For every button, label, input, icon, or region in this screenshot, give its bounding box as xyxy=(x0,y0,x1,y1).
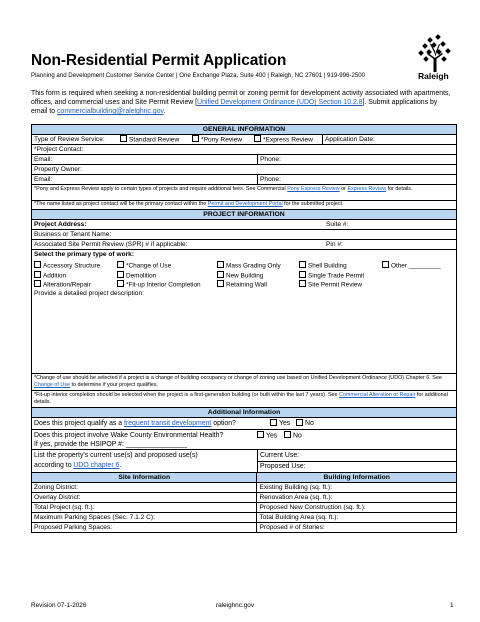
page-subtitle: Planning and Development Customer Service Center | One Exchange Plaza, Suite 400 | Raleigh, NC 27601 | 919-996-2500 xyxy=(31,72,366,79)
new-building-option[interactable] xyxy=(217,271,263,281)
env-yes-option[interactable] xyxy=(255,430,277,449)
note-3-end: to determine if your project qualifies. xyxy=(69,381,159,388)
logo-text: Raleigh xyxy=(418,71,449,81)
uses-label-end: . xyxy=(119,462,122,469)
work-type-options xyxy=(34,261,454,290)
note-2-text: *The name listed as project contact will be the primary contact within the xyxy=(34,201,208,207)
total-building-area-field[interactable]: Total Building Area (sq. ft.): xyxy=(257,513,456,523)
environmental-question xyxy=(32,430,223,449)
addition-option[interactable] xyxy=(34,271,66,281)
contact-email-field[interactable]: Email: xyxy=(34,156,53,163)
express-review-option[interactable] xyxy=(252,135,313,144)
change-of-use-note xyxy=(32,374,456,391)
shell-building-label: Shell Building xyxy=(308,262,347,270)
other-checkbox[interactable] xyxy=(382,261,389,268)
intro-text-1: This form is required when seeking a non-residential building permit or zoning permit for development activity associated with apartments, offices, and commercial uses and Site Permit Review [ xyxy=(31,90,451,106)
accessory-structure-label: Accessory Structure xyxy=(43,262,101,270)
env-no-label: No xyxy=(293,432,302,440)
standard-review-label: Standard Review xyxy=(129,136,180,144)
max-parking-field[interactable]: Maximum Parking Spaces (Sec. 7.1.2 C): xyxy=(32,513,256,523)
business-name-label: Business or Tenant Name: xyxy=(34,231,112,238)
mass-grading-label: Mass Grading Only xyxy=(226,262,281,270)
express-review-link[interactable]: Express Review xyxy=(347,186,387,192)
uses-label xyxy=(32,450,257,472)
contact-note xyxy=(32,201,456,210)
fit-up-note xyxy=(32,391,456,408)
note-3-text: *Change of use should be selected if a project is a change of building occupancy or change of zoning use based on Unified Development Ordinance (UDO) Chapter 6. See xyxy=(34,375,442,381)
express-review-label: *Express Review xyxy=(263,136,313,144)
alteration-repair-link[interactable]: Commercial Alteration or Repair xyxy=(339,392,416,398)
new-building-label: New Building xyxy=(226,272,264,279)
building-info-table xyxy=(257,473,456,532)
env-no-option[interactable] xyxy=(282,430,302,449)
udo-chapter-6-link[interactable]: UDO chapter 6 xyxy=(73,462,120,469)
other-option[interactable] xyxy=(382,261,441,271)
work-type-block xyxy=(32,250,456,289)
uses-label-line-1: List the property's current use(s) and proposed use(s) xyxy=(34,452,198,459)
frequent-transit-link[interactable]: frequent transit development xyxy=(124,420,212,427)
transit-yes-checkbox[interactable] xyxy=(270,419,277,426)
mass-grading-checkbox[interactable] xyxy=(217,261,224,268)
project-address-row xyxy=(32,220,456,230)
fit-up-label: *Fit-up Interior Completion xyxy=(126,281,201,289)
mass-grading-option[interactable] xyxy=(217,261,281,271)
accessory-structure-option[interactable] xyxy=(34,261,100,271)
owner-email-row xyxy=(32,175,456,185)
revision-date: Revision 07-1-2026 xyxy=(31,602,87,609)
contact-phone-field[interactable]: Phone: xyxy=(257,155,456,164)
demolition-label: Demolition xyxy=(126,272,157,279)
email-link[interactable]: commercialbuilding@raleighnc.gov xyxy=(57,108,164,115)
single-trade-label: Single Trade Permit xyxy=(308,272,365,279)
note-4-text: *Fit-up interior completion should be selected when the project is a first-generation building (or built within the last 7 years). See xyxy=(34,392,340,398)
additional-info-heading: Additional Information xyxy=(32,408,456,418)
owner-email-field[interactable]: Email: xyxy=(34,176,53,183)
demolition-option[interactable] xyxy=(117,271,156,281)
note-1-or: or xyxy=(339,186,348,192)
spr-field[interactable]: Associated Site Permit Review (SPR) # if applicable: xyxy=(34,241,188,248)
property-owner-label: Property Owner: xyxy=(34,166,83,173)
alteration-checkbox[interactable] xyxy=(34,280,41,287)
building-info-heading: Building Information xyxy=(257,473,456,483)
proposed-parking-field[interactable]: Proposed Parking Spaces: xyxy=(34,524,113,531)
project-address-field[interactable]: Project Address: xyxy=(34,221,87,228)
transit-question xyxy=(32,418,236,429)
env-no-checkbox[interactable] xyxy=(284,431,291,438)
environmental-question-row xyxy=(32,430,456,450)
new-building-checkbox[interactable] xyxy=(217,271,224,278)
site-info-heading: Site Information xyxy=(32,473,256,483)
q2-text: Does this project involve Wake County Environmental Health? xyxy=(34,432,224,439)
project-description-label: Provide a detailed project description: xyxy=(34,290,144,297)
fit-up-checkbox[interactable] xyxy=(117,280,124,287)
change-of-use-checkbox[interactable] xyxy=(117,261,124,268)
service-label: Type of Review Service: xyxy=(34,136,105,143)
addition-checkbox[interactable] xyxy=(34,271,41,278)
transit-question-row xyxy=(32,418,456,430)
intro-text-3: . xyxy=(163,108,166,115)
transit-yes-label: Yes xyxy=(279,420,291,427)
application-date-field[interactable]: Application Date: xyxy=(322,135,456,144)
other-label: Other _________ xyxy=(391,262,441,270)
new-construction-field[interactable]: Proposed New Construction (sq. ft.): xyxy=(257,503,456,513)
q1-text: Does this project qualify as a xyxy=(34,420,125,427)
shell-building-checkbox[interactable] xyxy=(299,261,306,268)
note-1-text: *Pony and Express Review apply to certain types of projects and require additional fees. See Commercial xyxy=(34,186,288,192)
proposed-use-field[interactable]: Proposed Use: xyxy=(260,463,306,470)
pony-review-option[interactable] xyxy=(190,135,242,144)
pony-express-link[interactable]: Pony Express Review xyxy=(287,186,340,192)
addition-label: Addition xyxy=(43,272,67,279)
general-info-heading: GENERAL INFORMATION xyxy=(32,125,456,135)
change-of-use-link[interactable]: Change of Use xyxy=(34,381,70,388)
uses-fields xyxy=(257,450,456,472)
accessory-structure-checkbox[interactable] xyxy=(34,261,41,268)
intro-text-2: ]. Submit applications by email to xyxy=(31,99,438,115)
retaining-wall-checkbox[interactable] xyxy=(217,280,224,287)
hsipop-field[interactable]: If yes, provide the HSIPOP #: ________________ xyxy=(34,441,188,448)
footer-website: raleighnc.gov xyxy=(216,602,255,609)
total-project-field[interactable]: Total Project (sq. ft.): xyxy=(32,503,256,513)
single-trade-option[interactable] xyxy=(299,271,364,281)
standard-review-checkbox[interactable] xyxy=(120,135,127,142)
site-building-tables xyxy=(32,473,456,532)
alteration-label: Alteration/Repair xyxy=(43,281,91,289)
work-row-2 xyxy=(34,271,454,281)
env-yes-checkbox[interactable] xyxy=(257,431,264,438)
existing-building-field[interactable]: Existing Building (sq. ft.): xyxy=(257,483,456,493)
contact-email-row xyxy=(32,155,456,165)
transit-no-label: No xyxy=(305,420,314,427)
note-2-end: for the submitted project. xyxy=(282,201,344,207)
application-form xyxy=(31,124,457,533)
uses-row xyxy=(32,450,456,473)
note-1-end: for details. xyxy=(386,186,413,192)
project-description-field[interactable] xyxy=(32,289,456,374)
pin-field[interactable]: Pin #: xyxy=(326,241,343,248)
q1-end: option? xyxy=(211,420,236,427)
project-contact-label: *Project Contact: xyxy=(34,146,84,153)
stories-field[interactable]: Proposed # of Stories: xyxy=(259,524,325,531)
uses-label-line-2: according to xyxy=(34,462,74,469)
shell-building-option[interactable] xyxy=(299,261,347,271)
property-owner-field[interactable] xyxy=(32,165,456,175)
work-row-1 xyxy=(34,261,454,271)
standard-review-option[interactable] xyxy=(118,135,179,144)
transit-yes-option[interactable] xyxy=(268,418,290,429)
express-review-checkbox[interactable] xyxy=(254,135,261,142)
intro-paragraph xyxy=(31,89,455,116)
current-use-field[interactable]: Current Use: xyxy=(258,450,456,462)
zoning-district-field[interactable]: Zoning District: xyxy=(32,483,256,493)
transit-no-checkbox[interactable] xyxy=(296,419,303,426)
udo-link[interactable]: Unified Development Ordinance (UDO) Section 10.2.8 xyxy=(197,99,363,106)
spr-row xyxy=(32,240,456,250)
pony-review-checkbox[interactable] xyxy=(192,135,199,142)
transit-no-option[interactable] xyxy=(294,418,314,429)
env-yes-label: Yes xyxy=(266,432,278,440)
page-title: Non-Residential Permit Application xyxy=(31,52,287,69)
owner-phone-field[interactable]: Phone: xyxy=(257,175,456,184)
site-permit-review-checkbox[interactable] xyxy=(299,280,306,287)
change-of-use-label: *Change of Use xyxy=(126,262,172,270)
renovation-area-field[interactable]: Renovation Area (sq. ft.): xyxy=(257,493,456,503)
project-info-heading: PROJECT INFORMATION xyxy=(32,210,456,220)
note-4-end: for additional details. xyxy=(34,392,448,405)
review-fee-note xyxy=(32,185,456,201)
site-info-table xyxy=(32,473,257,532)
overlay-district-field[interactable]: Overlay District: xyxy=(32,493,256,503)
single-trade-checkbox[interactable] xyxy=(299,271,306,278)
business-name-field[interactable] xyxy=(32,230,456,240)
page-number: 1 xyxy=(450,602,454,609)
project-contact-field[interactable] xyxy=(32,145,456,155)
portal-link[interactable]: Permit and Development Portal xyxy=(207,201,283,207)
retaining-wall-label: Retaining Wall xyxy=(226,281,267,289)
change-of-use-option[interactable] xyxy=(117,261,171,271)
work-type-label: Select the primary type of work: xyxy=(34,251,135,258)
pony-review-label: *Pony Review xyxy=(201,136,243,144)
demolition-checkbox[interactable] xyxy=(117,271,124,278)
suite-field[interactable]: Suite #: xyxy=(326,221,349,228)
site-permit-review-label: Site Permit Review xyxy=(308,281,362,289)
review-service-row xyxy=(32,135,456,145)
